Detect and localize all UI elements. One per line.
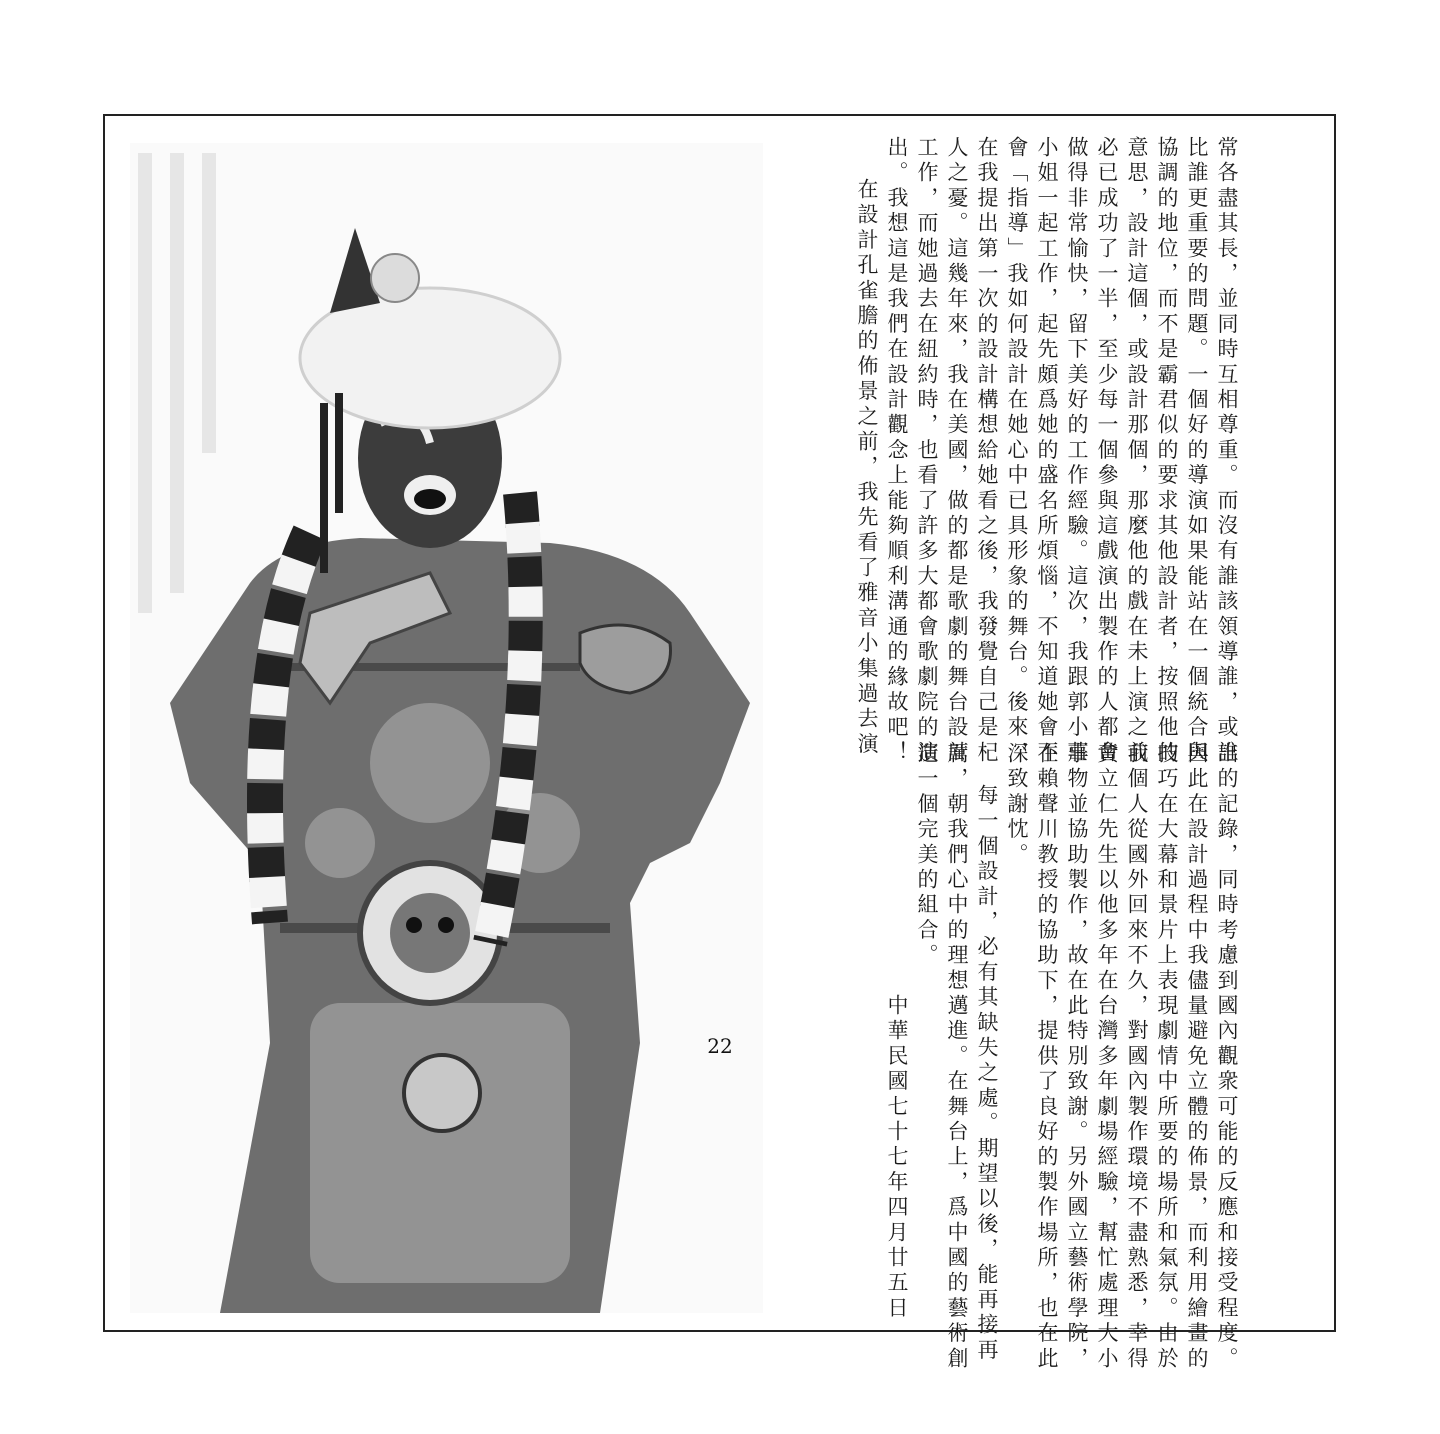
text-column: 人之憂。這幾年來，我在美國，做的都是歌劇的舞台設計 xyxy=(945,136,969,766)
article-text-lower xyxy=(882,742,1242,1372)
text-column: 會「指導」我如何設計在她心中已具形象的舞台。後來， xyxy=(1005,136,1029,766)
text-column: 出的記錄，同時考慮到國內觀衆可能的反應和接受程度。 xyxy=(1215,742,1239,1372)
text-column: 厲，朝我們心中的理想邁進。在舞台上，爲中國的藝術創 xyxy=(945,742,969,1372)
text-column: 意思，設計這個，或設計那個，那麼他的戲在未上演之前 xyxy=(1125,136,1149,766)
text-column: 必已成功了一半，至少每一個參與這戲演出製作的人都會 xyxy=(1095,136,1119,766)
text-column: 在賴聲川教授的協助下，提供了良好的製作場所，也在此 xyxy=(1035,742,1059,1372)
text-column: 在我提出第一次的設計構想給她看之後，我發覺自己是杞 xyxy=(975,136,999,766)
text-column: 我個人從國外回來不久，對國內製作環境不盡熟悉，幸得 xyxy=(1125,742,1149,1372)
text-column: 出。我想這是我們在設計觀念上能夠順利溝通的緣故吧！ xyxy=(885,136,909,766)
text-column: 每一個設計，必有其缺失之處。期望以後，能再接再 xyxy=(975,784,999,1364)
text-column: 在設計孔雀膽的佈景之前，我先看了雅音小集過去演 xyxy=(855,178,879,758)
opera-performer-photo xyxy=(130,143,763,1313)
page-number: 22 xyxy=(707,1034,733,1058)
text-column: 黃立仁先生以他多年在台灣多年劇場經驗，幫忙處理大小 xyxy=(1095,742,1119,1372)
text-column: 常各盡其長，並同時互相尊重。而沒有誰該領導誰，或誰 xyxy=(1215,136,1239,766)
text-column: 技巧在大幕和景片上表現劇情中所要的場所和氣氛。由於 xyxy=(1155,742,1179,1372)
text-column: 因此在設計過程中我儘量避免立體的佈景，而利用繪畫的 xyxy=(1185,742,1209,1372)
text-column: 事物並協助製作，故在此特別致謝。另外國立藝術學院， xyxy=(1065,742,1089,1372)
text-column: 做得非常愉快，留下美好的工作經驗。這次，我跟郭小莊 xyxy=(1065,136,1089,766)
article-text-upper xyxy=(852,136,1242,766)
text-column: 造一個完美的組合。 xyxy=(915,742,939,969)
text-column: 比誰更重要的問題。一個好的導演如果能站在一個統合與 xyxy=(1185,136,1209,766)
text-column: 工作，而她過去在紐約時，也看了許多大都會歌劇院的演 xyxy=(915,136,939,766)
text-column: 深致謝忱。 xyxy=(1005,742,1029,868)
article-date: 中華民國七十七年四月廿五日 xyxy=(885,994,909,1322)
text-column: 協調的地位，而不是霸君似的要求其他設計者，按照他的 xyxy=(1155,136,1179,766)
text-column: 小姐一起工作，起先頗爲她的盛名所煩惱，不知道她會不 xyxy=(1035,136,1059,766)
